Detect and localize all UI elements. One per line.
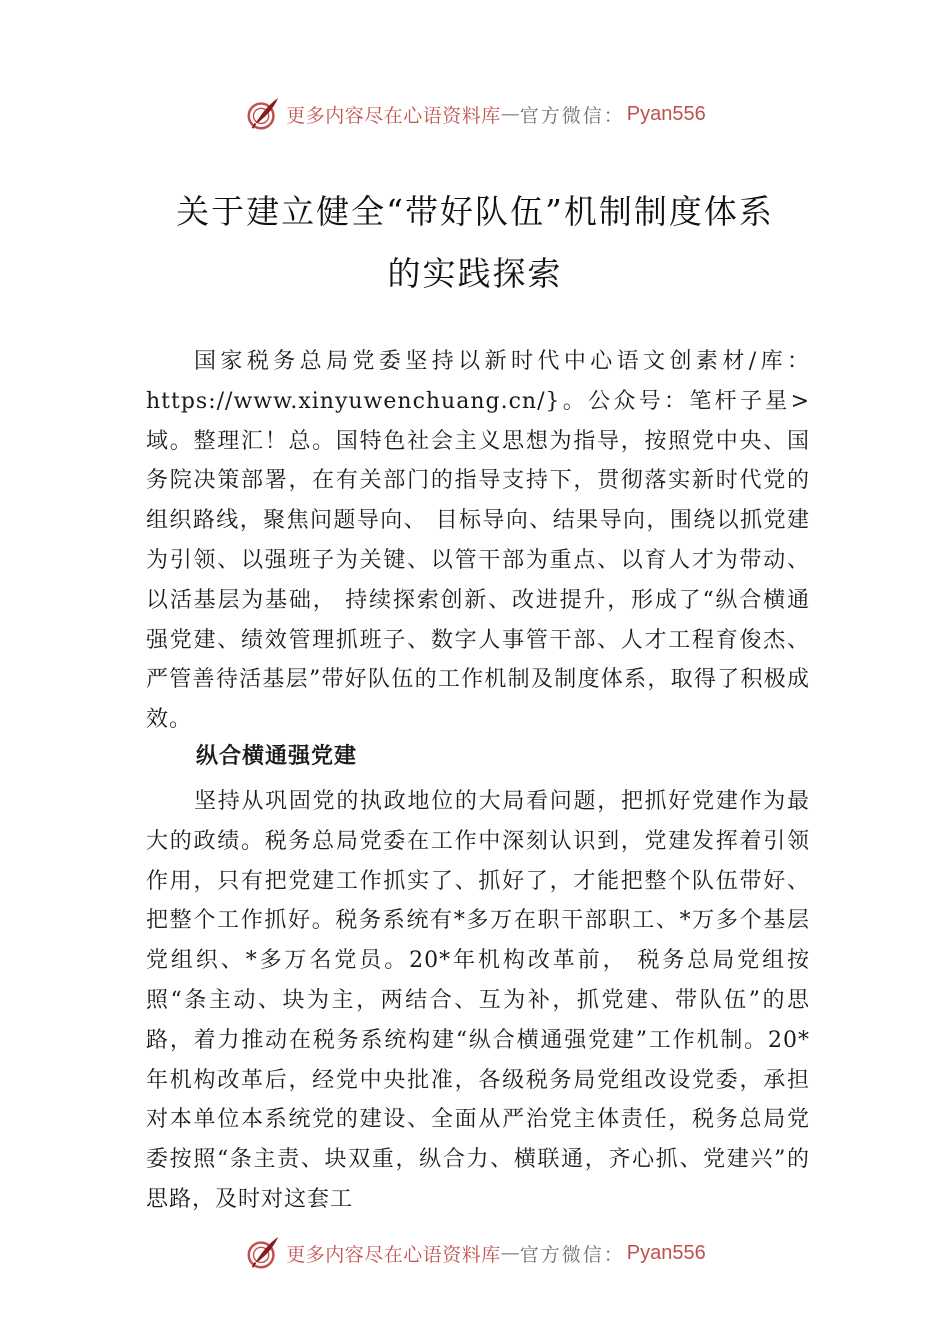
wechat-id: Pyan556 (626, 1241, 706, 1264)
header-banner (0, 92, 950, 136)
document-title-line-1: 关于建立健全“带好队伍”机制制度体系 (176, 192, 774, 231)
document-title-line-2: 的实践探索 (387, 254, 563, 293)
footer-banner (0, 1231, 950, 1275)
quill-logo-icon (244, 1234, 282, 1272)
quill-logo-icon (244, 95, 282, 133)
promo-text: 更多内容尽在心语资料库 (286, 1243, 501, 1266)
banner-separator: — (500, 103, 520, 125)
promo-text: 更多内容尽在心语资料库 (286, 104, 501, 127)
body-paragraph: 坚持从巩固党的执政地位的大局看问题，把抓好党建作为最大的政绩。税务总局党委在工作中深刻认识到，党建发挥着引领作用，只有把党建工作抓实了、抓好了，才能把整个队伍带好、把整个工作抓好。税务系统有*多万在职干部职工、*万多个基层党组织、*多万名党员。20*年机构改革前， 税务总局党组按照“条主动、块为主，两结合、互为补，抓党建、带队伍”的思路，着力推动在税务系统构建“纵合横通强党建”工作机制。20*年机构改革后，经党中央批准，各级税务局党组改设党委，承担对本单位本系统党的建设、全面从严治党主体责任，税务总局党委按照“条主责、块双重，纵合力、横联通，齐心抓、党建兴”的思路，及时对这套工 (146, 789, 810, 1212)
banner-separator: — (500, 1242, 520, 1264)
wechat-label: 官方微信： (519, 1243, 625, 1266)
wechat-id: Pyan556 (626, 102, 706, 125)
wechat-label: 官方微信： (519, 104, 625, 127)
section-heading: 纵合横通强党建 (196, 743, 358, 769)
intro-paragraph: 国家税务总局党委坚持以新时代中心语文创素材/库：https://www.xinyuwenchuang.cn/}。公众号：笔杆子星>域。整理汇！总。国特色社会主义思想为指导，按照党中央、国务院决策部署，在有关部门的指导支持下，贯彻落实新时代党的组织路线，聚焦问题导向、 目标导向、结果导向，围绕以抓党建为引领、以强班子为关键、以管干部为重点、以育人才为带动、以活基层为基础， 持续探索创新、改进提升，形成了“纵合横通强党建、绩效管理抓班子、数字人事管干部、人才工程育俊杰、严管善待活基层”带好队伍的工作机制及制度体系，取得了积极成效。 (146, 349, 810, 733)
